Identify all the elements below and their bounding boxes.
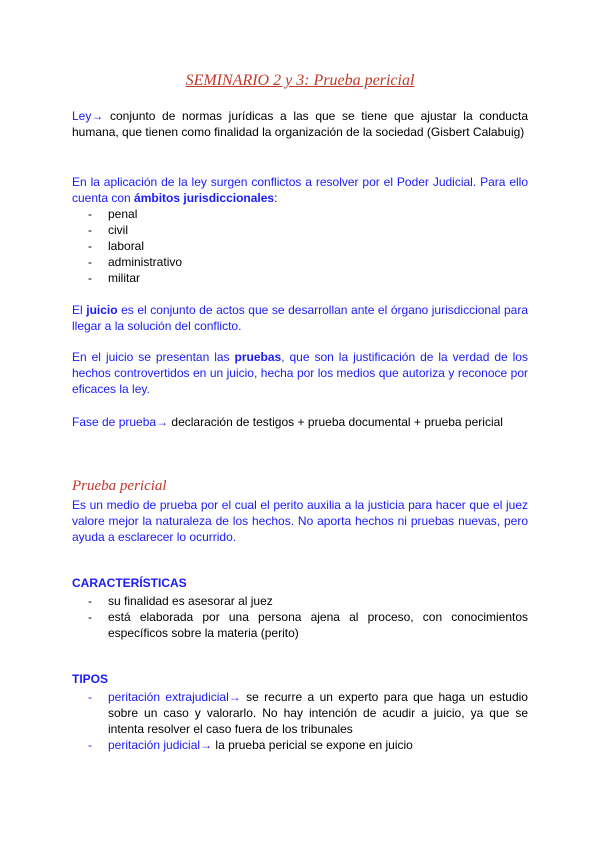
list-item: - civil xyxy=(88,222,182,238)
arrow-icon: → xyxy=(228,690,241,704)
arrow-icon: → xyxy=(200,738,213,752)
fase-prueba xyxy=(72,414,528,430)
list-item: - su finalidad es asesorar al juez xyxy=(88,593,528,609)
prueba-pericial-definition: Es un medio de prueba por el cual el perito auxilia a la justicia para hacer que el juez valore mejor la naturaleza de los hechos. No aporta hechos ni pruebas nuevas, pero ayuda a esclarecer lo ocurrido. xyxy=(72,498,528,544)
section-title-prueba-pericial: Prueba pericial xyxy=(72,478,167,494)
pruebas-prefix: En el juicio se presentan las xyxy=(72,350,235,364)
ambitos-list xyxy=(88,206,182,286)
pruebas-bold: pruebas xyxy=(234,350,282,364)
tipo-text: se recurre a un experto para que haga un estudio sobre un caso y valorarlo. No hay intención de acudir a juicio, ya que se intenta resolver el caso fuera de los tribunales xyxy=(108,690,528,736)
tipos-heading: TIPOS xyxy=(72,672,109,686)
tipos-list xyxy=(88,689,528,753)
list-item xyxy=(88,689,528,737)
list-item: - militar xyxy=(88,270,182,286)
juicio-text: es el conjunto de actos que se desarrollan ante el órgano jurisdiccional para llegar a la solución del conflicto. xyxy=(72,303,528,333)
list-item xyxy=(88,737,528,753)
tipo-term: peritación extrajudicial xyxy=(108,690,229,704)
juicio-paragraph xyxy=(72,302,528,334)
arrow-icon: → xyxy=(156,415,169,429)
fase-term: Fase de prueba xyxy=(72,415,157,429)
arrow-icon: → xyxy=(91,109,104,123)
caracteristicas-heading: CARACTERÍSTICAS xyxy=(72,576,187,590)
pruebas-paragraph xyxy=(72,349,528,397)
page-title: SEMINARIO 2 y 3: Prueba pericial xyxy=(185,72,415,89)
list-item: - administrativo xyxy=(88,254,182,270)
ley-definition xyxy=(72,108,528,140)
juicio-prefix: El xyxy=(72,303,87,317)
list-item: - laboral xyxy=(88,238,182,254)
fase-text: declaración de testigos + prueba documental + prueba pericial xyxy=(168,415,503,429)
tipo-text: la prueba pericial se expone en juicio xyxy=(212,738,413,752)
aplicacion-paragraph xyxy=(72,174,528,206)
pruebas-text: , que son la justificación de la verdad de los hechos controvertidos en un juicio, hecha por los medios que autoriza y reconoce por eficaces la ley. xyxy=(72,350,528,396)
caracteristicas-list xyxy=(88,593,528,641)
ley-term: Ley xyxy=(72,109,92,123)
aplicacion-text: En la aplicación de la ley surgen conflictos a resolver por el Poder Judicial. Para ello cuenta con xyxy=(72,175,528,205)
aplicacion-bold: ámbitos jurisdiccionales xyxy=(134,191,275,205)
ley-text: conjunto de normas jurídicas a las que se tiene que ajustar la conducta humana, que tienen como finalidad la organización de la sociedad (Gisbert Calabuig) xyxy=(72,109,528,139)
list-item: - está elaborada por una persona ajena al proceso, con conocimientos específicos sobre la materia (perito) xyxy=(88,609,528,641)
aplicacion-colon: : xyxy=(274,191,278,205)
juicio-bold: juicio xyxy=(86,303,118,317)
list-item: - penal xyxy=(88,206,182,222)
tipo-term: peritación judicial xyxy=(108,738,201,752)
